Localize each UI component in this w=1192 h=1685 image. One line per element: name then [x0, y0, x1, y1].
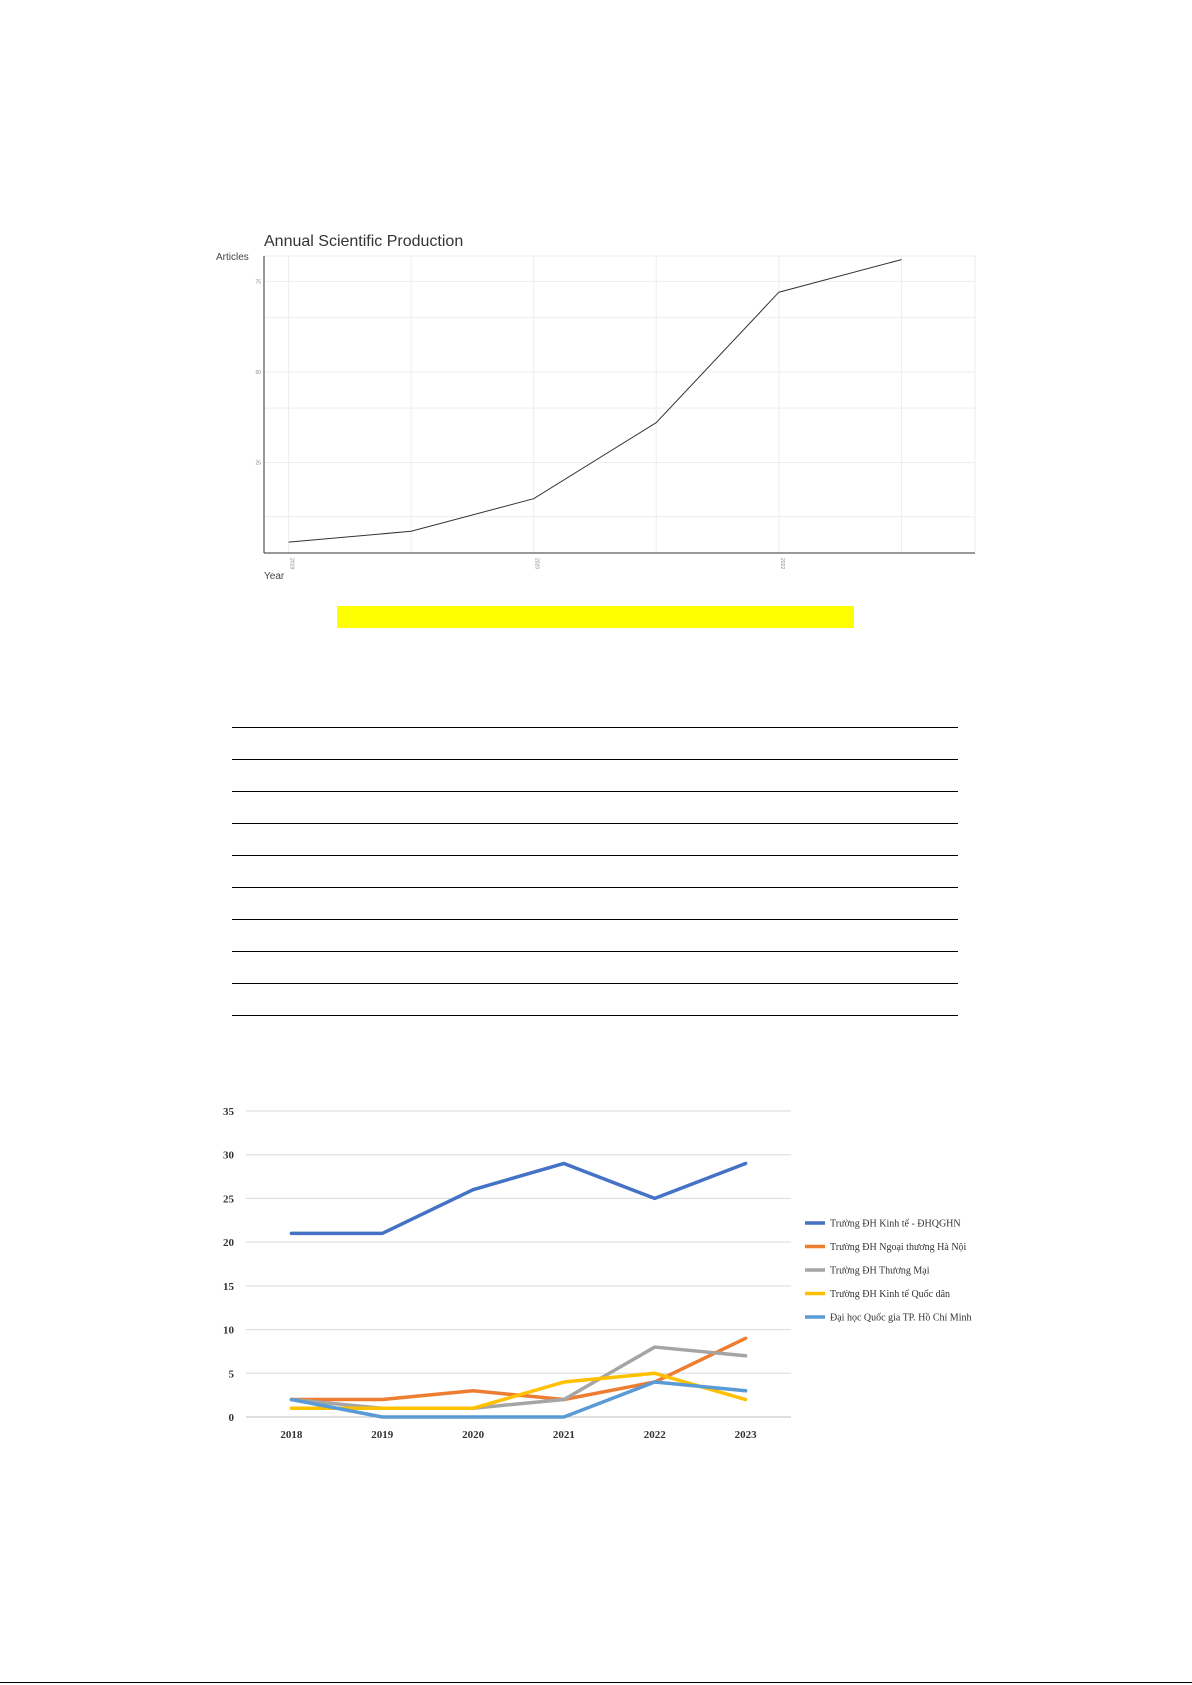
x-tick-label: 2020	[533, 558, 540, 570]
y-tick-labels	[255, 279, 261, 466]
table-rule	[232, 855, 958, 856]
x-tick-labels	[280, 1429, 757, 1441]
y-tick-label: 15	[223, 1280, 234, 1293]
table-rule	[232, 823, 958, 824]
y-tick-label: 30	[223, 1149, 234, 1162]
legend-label: Đại học Quốc gia TP. Hồ Chí Minh	[830, 1312, 972, 1324]
y-tick-label: 50	[255, 369, 261, 376]
chart-legend	[805, 1219, 971, 1324]
y-tick-label: 35	[223, 1106, 234, 1118]
caption-highlight	[337, 606, 854, 628]
y-tick-labels	[223, 1106, 235, 1424]
x-tick-label: 2023	[734, 1429, 757, 1441]
x-tick-label: 2018	[280, 1429, 303, 1441]
chart-title: Annual Scientific Production	[264, 233, 464, 250]
y-tick-label: 75	[255, 279, 261, 286]
y-tick-label: 5	[228, 1368, 234, 1381]
plot-area	[264, 256, 975, 553]
y-tick-label: 25	[223, 1193, 234, 1206]
chart-grid	[246, 1111, 791, 1417]
x-tick-labels	[289, 558, 785, 569]
y-tick-label: 25	[255, 460, 261, 467]
table-rule	[232, 1015, 958, 1016]
x-tick-label: 2022	[643, 1429, 666, 1441]
legend-label: Trường ĐH Kinh tế - ĐHQGHN	[830, 1218, 961, 1230]
table-rule	[232, 759, 958, 760]
table-rule	[232, 727, 958, 728]
table-rule	[232, 919, 958, 920]
y-tick-label: 10	[223, 1324, 234, 1337]
page-bottom-rule	[0, 1682, 1192, 1683]
series-lines	[291, 1163, 745, 1417]
chart-grid	[264, 256, 975, 553]
x-axis-label: Year	[264, 571, 285, 582]
x-tick-label: 2020	[462, 1429, 485, 1441]
institution-line-chart	[215, 1095, 995, 1455]
y-tick-label: 0	[228, 1412, 234, 1424]
y-tick-label: 20	[223, 1237, 234, 1250]
legend-label: Trường ĐH Ngoại thương Hà Nội	[830, 1242, 967, 1253]
table-rule	[232, 791, 958, 792]
table-rule	[232, 983, 958, 984]
x-tick-label: 2018	[288, 558, 295, 570]
legend-label: Trường ĐH Thương Mại	[830, 1265, 930, 1277]
table-rule	[232, 951, 958, 952]
x-tick-label: 2021	[552, 1429, 575, 1441]
table-rules	[232, 727, 958, 1017]
x-tick-label: 2022	[778, 558, 785, 570]
table-rule	[232, 887, 958, 888]
x-tick-label: 2019	[371, 1429, 394, 1441]
legend-label: Trường ĐH Kinh tế Quốc dân	[830, 1289, 951, 1300]
annual-production-chart	[200, 220, 990, 590]
y-axis-label: Articles	[216, 252, 249, 263]
